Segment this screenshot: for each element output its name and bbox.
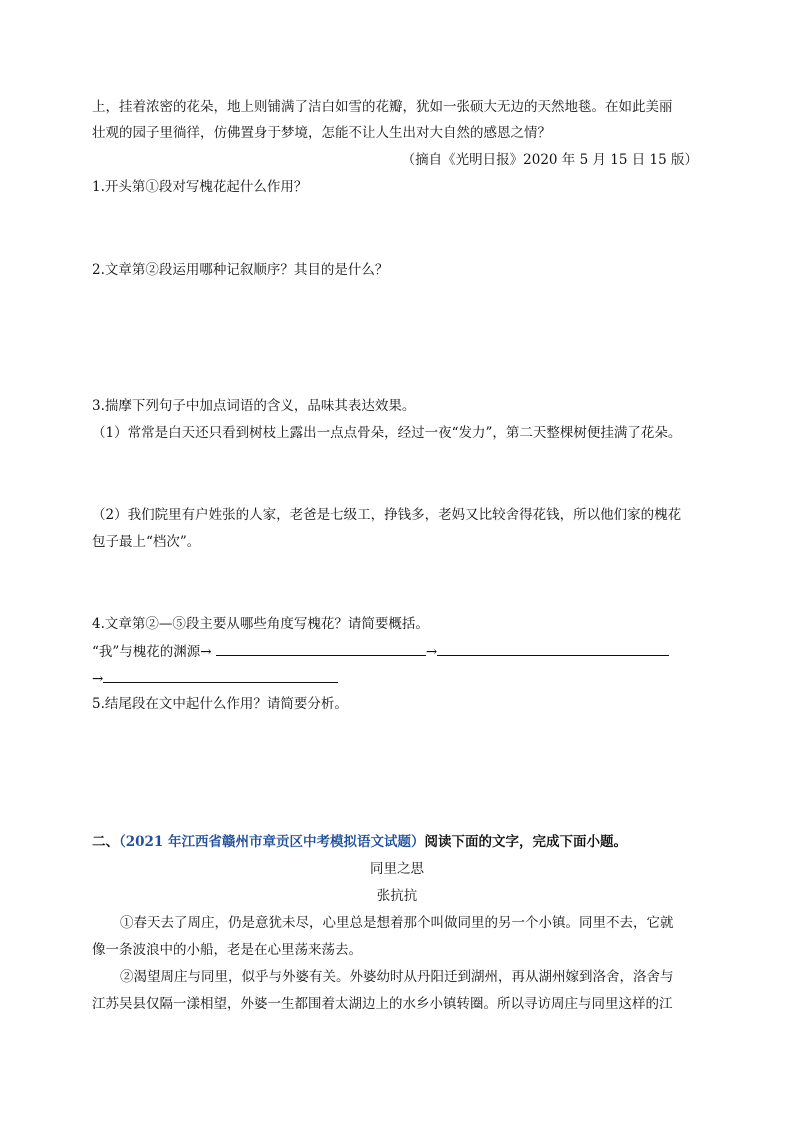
fill-prefix: “我”与槐花的渊源→ bbox=[92, 644, 212, 660]
question-4: 4.文章第②—⑤段主要从哪些角度写槐花？请简要概括。 bbox=[92, 616, 429, 632]
answer-blank[interactable] bbox=[437, 641, 669, 656]
section-source: （2021 年江西省赣州市章贡区中考模拟语文试题） bbox=[119, 834, 425, 850]
answer-blank[interactable] bbox=[103, 668, 338, 683]
passage-line: 上，挂着浓密的花朵，地上则铺满了洁白如雪的花瓣，犹如一张硕大无边的天然地毯。在如此美丽 bbox=[92, 99, 673, 115]
article-title: 同里之思 bbox=[370, 861, 424, 877]
question-3-item-1: （1）常常是白天还只看到树枝上露出一点点骨朵，经过一夜“发力”，第二天整棵树便挂满了花朵。 bbox=[92, 425, 682, 441]
question-4-fill-row-2 bbox=[92, 668, 338, 689]
section-number: 二、 bbox=[92, 834, 119, 850]
question-5: 5.结尾段在文中起什么作用？请简要分析。 bbox=[92, 696, 348, 712]
paragraph-2: ②渴望周庄与同里，似乎与外婆有关。外婆幼时从丹阳迁到湖州，再从湖州嫁到洛舍，洛舍与 bbox=[120, 969, 674, 985]
section-instruction: 阅读下面的文字，完成下面小题。 bbox=[424, 834, 628, 850]
section-heading bbox=[92, 832, 627, 852]
citation: （摘自《光明日报》2020 年 5 月 15 日 15 版） bbox=[401, 152, 698, 168]
question-4-fill-row bbox=[92, 641, 669, 662]
answer-blank[interactable] bbox=[216, 641, 426, 656]
paragraph-1-cont: 像一条波浪中的小船，老是在心里荡来荡去。 bbox=[92, 942, 362, 958]
arrow: → bbox=[92, 671, 104, 687]
passage-line: 壮观的园子里徜徉，仿佛置身于梦境，怎能不让人生出对大自然的感恩之情？ bbox=[92, 125, 551, 141]
question-3-item-2-cont: 包子最上“档次”。 bbox=[92, 534, 201, 550]
question-1: 1.开头第①段对写槐花起什么作用？ bbox=[92, 179, 308, 195]
question-2: 2.文章第②段运用哪种记叙顺序？其目的是什么？ bbox=[92, 262, 389, 278]
question-3: 3.揣摩下列句子中加点词语的含义，品味其表达效果。 bbox=[92, 398, 416, 414]
paragraph-1: ①春天去了周庄，仍是意犹未尽，心里总是想着那个叫做同里的另一个小镇。同里不去，它就 bbox=[120, 915, 674, 931]
question-3-item-2: （2）我们院里有户姓张的人家，老爸是七级工，挣钱多，老妈又比较舍得花钱，所以他们家的槐花 bbox=[92, 507, 682, 523]
arrow: → bbox=[425, 644, 438, 660]
paragraph-2-cont: 江苏吴县仅隔一漾相望，外婆一生都围着太湖边上的水乡小镇转圈。所以寻访周庄与同里这样的江 bbox=[92, 996, 673, 1012]
article-author: 张抗抗 bbox=[376, 888, 418, 904]
